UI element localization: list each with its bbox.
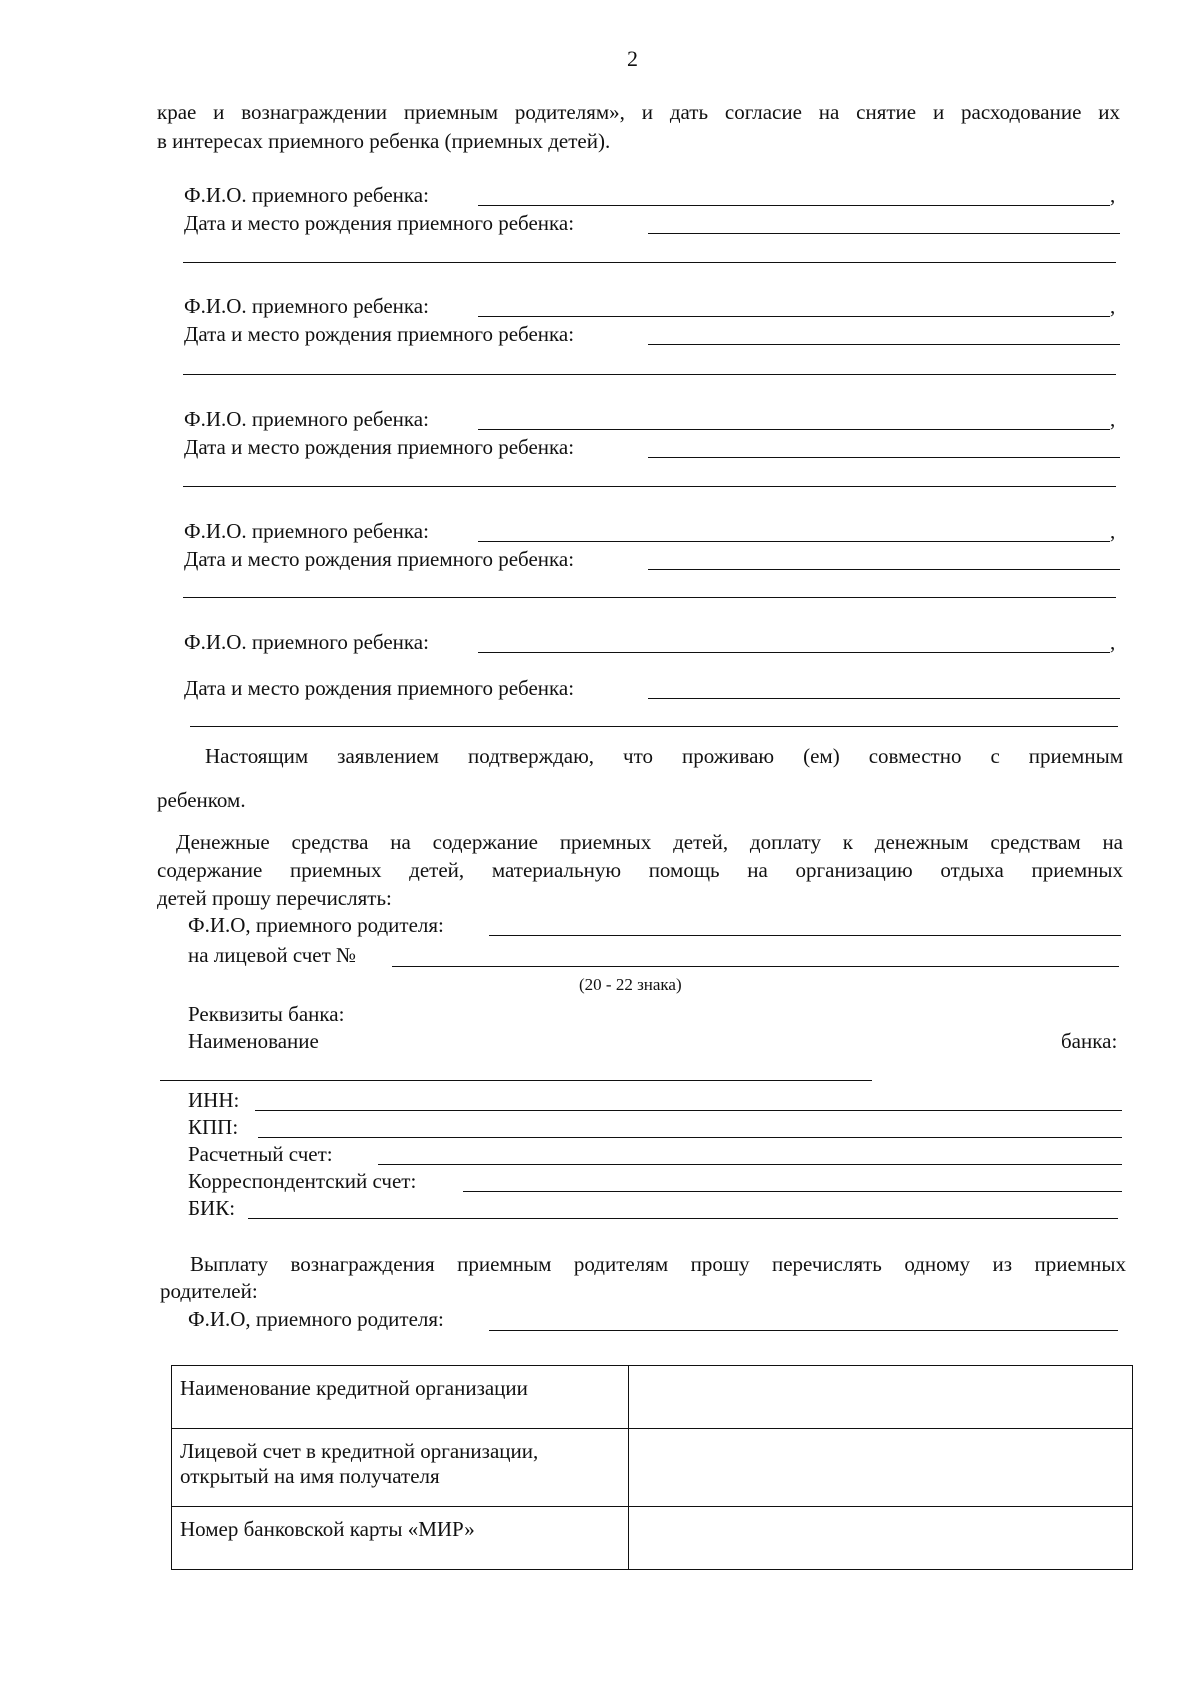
funds-line-2: содержание приемных детей, материальную помощь на организацию отдыха приемных bbox=[157, 858, 1123, 882]
personal-account-input[interactable] bbox=[629, 1429, 1133, 1507]
settlement-account-field[interactable] bbox=[378, 1164, 1122, 1165]
page-number: 2 bbox=[627, 46, 638, 71]
table-cell-label bbox=[172, 1507, 629, 1570]
settlement-account-label: Расчетный счет: bbox=[188, 1142, 333, 1166]
child-fio-label: Ф.И.О. приемного ребенка: bbox=[184, 630, 429, 654]
account-number-field[interactable] bbox=[392, 966, 1119, 967]
inn-label: ИНН: bbox=[188, 1088, 240, 1112]
child-fio-field[interactable] bbox=[478, 652, 1110, 653]
personal-account-label-line-1: Лицевой счет в кредитной организации, bbox=[180, 1439, 539, 1463]
child-birth-label: Дата и место рождения приемного ребенка: bbox=[184, 322, 575, 346]
bank-details-table bbox=[171, 1365, 1133, 1570]
account-label: на лицевой счет № bbox=[188, 943, 357, 967]
statement-line-1: Настоящим заявлением подтверждаю, что проживаю (ем) совместно с приемным bbox=[205, 744, 1123, 768]
comma: , bbox=[1110, 294, 1116, 318]
funds-line-1: Денежные средства на содержание приемных детей, доплату к денежным средствам на bbox=[176, 830, 1123, 854]
child-birth-field-continued[interactable] bbox=[183, 597, 1116, 598]
table-cell-label bbox=[172, 1429, 629, 1507]
reward-line-2: родителей: bbox=[160, 1279, 258, 1303]
child-birth-field-continued[interactable] bbox=[183, 374, 1116, 375]
comma: , bbox=[1110, 183, 1116, 207]
child-birth-field[interactable] bbox=[648, 569, 1120, 570]
table-row bbox=[172, 1507, 1133, 1570]
bik-field[interactable] bbox=[248, 1218, 1118, 1219]
kpp-field[interactable] bbox=[258, 1137, 1122, 1138]
child-birth-label: Дата и место рождения приемного ребенка: bbox=[184, 435, 575, 459]
reward-parent-field[interactable] bbox=[489, 1330, 1118, 1331]
child-birth-field-continued[interactable] bbox=[183, 486, 1116, 487]
child-birth-field[interactable] bbox=[648, 698, 1120, 699]
bank-heading: Реквизиты банка: bbox=[188, 1002, 345, 1026]
child-birth-field[interactable] bbox=[648, 457, 1120, 458]
parent-fio-label: Ф.И.О, приемного родителя: bbox=[188, 913, 444, 937]
bank-name-label: Наименование bbox=[188, 1029, 319, 1053]
inn-field[interactable] bbox=[255, 1110, 1122, 1111]
comma: , bbox=[1110, 519, 1116, 543]
child-birth-field[interactable] bbox=[648, 233, 1120, 234]
table-row bbox=[172, 1429, 1133, 1507]
child-fio-field[interactable] bbox=[478, 316, 1110, 317]
mir-card-number-label: Номер банковской карты «МИР» bbox=[180, 1517, 475, 1541]
child-fio-field[interactable] bbox=[478, 205, 1110, 206]
bank-name-field[interactable] bbox=[160, 1080, 872, 1081]
child-birth-field-continued[interactable] bbox=[190, 726, 1118, 727]
reward-parent-label: Ф.И.О, приемного родителя: bbox=[188, 1307, 444, 1331]
intro-line-2: в интересах приемного ребенка (приемных детей). bbox=[157, 129, 611, 153]
kpp-label: КПП: bbox=[188, 1115, 239, 1139]
personal-account-label-line-2: открытый на имя получателя bbox=[180, 1464, 440, 1489]
bank-name-label-end: банка: bbox=[1061, 1029, 1118, 1053]
credit-org-name-input[interactable] bbox=[629, 1366, 1133, 1429]
correspondent-account-field[interactable] bbox=[463, 1191, 1122, 1192]
funds-line-3: детей прошу перечислять: bbox=[157, 886, 392, 910]
comma: , bbox=[1110, 407, 1116, 431]
child-fio-label: Ф.И.О. приемного ребенка: bbox=[184, 407, 429, 431]
child-fio-label: Ф.И.О. приемного ребенка: bbox=[184, 294, 429, 318]
child-fio-field[interactable] bbox=[478, 429, 1110, 430]
correspondent-account-label: Корреспондентский счет: bbox=[188, 1169, 417, 1193]
child-fio-label: Ф.И.О. приемного ребенка: bbox=[184, 183, 429, 207]
table-cell-label bbox=[172, 1366, 629, 1429]
mir-card-number-input[interactable] bbox=[629, 1507, 1133, 1570]
parent-fio-field[interactable] bbox=[489, 935, 1121, 936]
child-birth-label: Дата и место рождения приемного ребенка: bbox=[184, 547, 575, 571]
child-fio-label: Ф.И.О. приемного ребенка: bbox=[184, 519, 429, 543]
intro-line-1: крае и вознаграждении приемным родителям», и дать согласие на снятие и расходование их bbox=[157, 100, 1120, 124]
statement-line-2: ребенком. bbox=[157, 788, 246, 812]
child-fio-field[interactable] bbox=[478, 541, 1110, 542]
table-row bbox=[172, 1366, 1133, 1429]
child-birth-label: Дата и место рождения приемного ребенка: bbox=[184, 676, 575, 700]
child-birth-field[interactable] bbox=[648, 344, 1120, 345]
bik-label: БИК: bbox=[188, 1196, 236, 1220]
child-birth-field-continued[interactable] bbox=[183, 262, 1116, 263]
child-birth-label: Дата и место рождения приемного ребенка: bbox=[184, 211, 575, 235]
credit-org-name-label: Наименование кредитной организации bbox=[180, 1376, 528, 1400]
comma: , bbox=[1110, 630, 1116, 654]
reward-line-1: Выплату вознаграждения приемным родителям прошу перечислять одному из приемных bbox=[190, 1252, 1126, 1276]
account-hint: (20 - 22 знака) bbox=[579, 975, 682, 994]
